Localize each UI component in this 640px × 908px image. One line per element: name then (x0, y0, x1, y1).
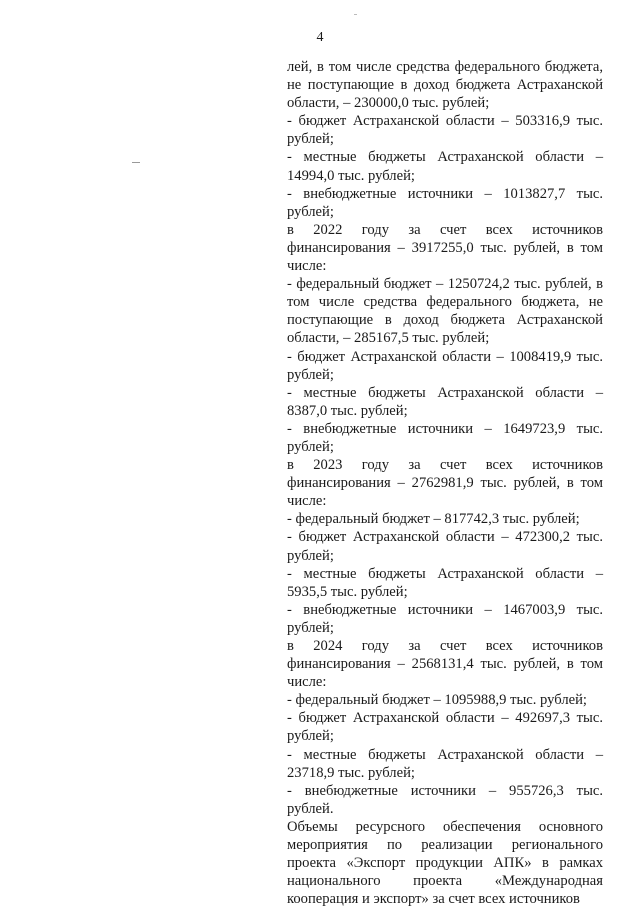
paragraph: - местные бюджеты Астраханской области – 5935,5 тыс. рублей; (287, 565, 603, 600)
paragraph: Объемы ресурсного обеспечения основного мероприятия по реализации регионального проекта «Экспорт продукции АПК» в рамках национального проекта «Международная кооперация и экспорт» за счет всех источников (287, 818, 603, 908)
paragraph: в 2022 году за счет всех источников финансирования – 3917255,0 тыс. рублей, в том числе: (287, 221, 603, 275)
paragraph: - внебюджетные источники – 955726,3 тыс. рублей. (287, 782, 603, 817)
paragraph: - федеральный бюджет – 817742,3 тыс. рублей; (287, 511, 580, 528)
paragraph: - федеральный бюджет – 1095988,9 тыс. рублей; (287, 692, 587, 709)
paragraph: - бюджет Астраханской области – 1008419,9 тыс. рублей; (287, 348, 603, 383)
paragraph: лей, в том числе средства федерального бюджета, не поступающие в доход бюджета Астраханской области, – 230000,0 тыс. рублей; (287, 59, 603, 112)
paragraph: - местные бюджеты Астраханской области – 8387,0 тыс. рублей; (287, 384, 603, 419)
paragraph: в 2024 году за счет всех источников финансирования – 2568131,4 тыс. рублей, в том числе: (287, 638, 603, 691)
paragraph: - внебюджетные источники – 1649723,9 тыс. рублей; (287, 420, 603, 455)
paragraph: - внебюджетные источники – 1467003,9 тыс. рублей; (287, 601, 603, 636)
margin-mark (132, 162, 140, 163)
paragraph: - местные бюджеты Астраханской области – 14994,0 тыс. рублей; (287, 149, 603, 184)
paragraph: - федеральный бюджет – 1250724,2 тыс. рублей, в том числе средства федерального бюджета, не поступающие в доход бюджета Астраханской области, – 285167,5 тыс. рублей; (287, 276, 603, 347)
scan-mark (354, 14, 357, 15)
paragraph: - внебюджетные источники – 1013827,7 тыс. рублей; (287, 185, 603, 220)
page-number: 4 (316, 30, 324, 45)
paragraph: - бюджет Астраханской области – 472300,2 тыс. рублей; (287, 529, 603, 564)
text-column (287, 58, 603, 908)
paragraph: в 2023 году за счет всех источников финансирования – 2762981,9 тыс. рублей, в том числе: (287, 457, 603, 510)
paragraph: - бюджет Астраханской области – 503316,9 тыс. рублей; (287, 113, 603, 148)
paragraph: - местные бюджеты Астраханской области – 23718,9 тыс. рублей; (287, 746, 603, 781)
paragraph: - бюджет Астраханской области – 492697,3 тыс. рублей; (287, 710, 603, 745)
